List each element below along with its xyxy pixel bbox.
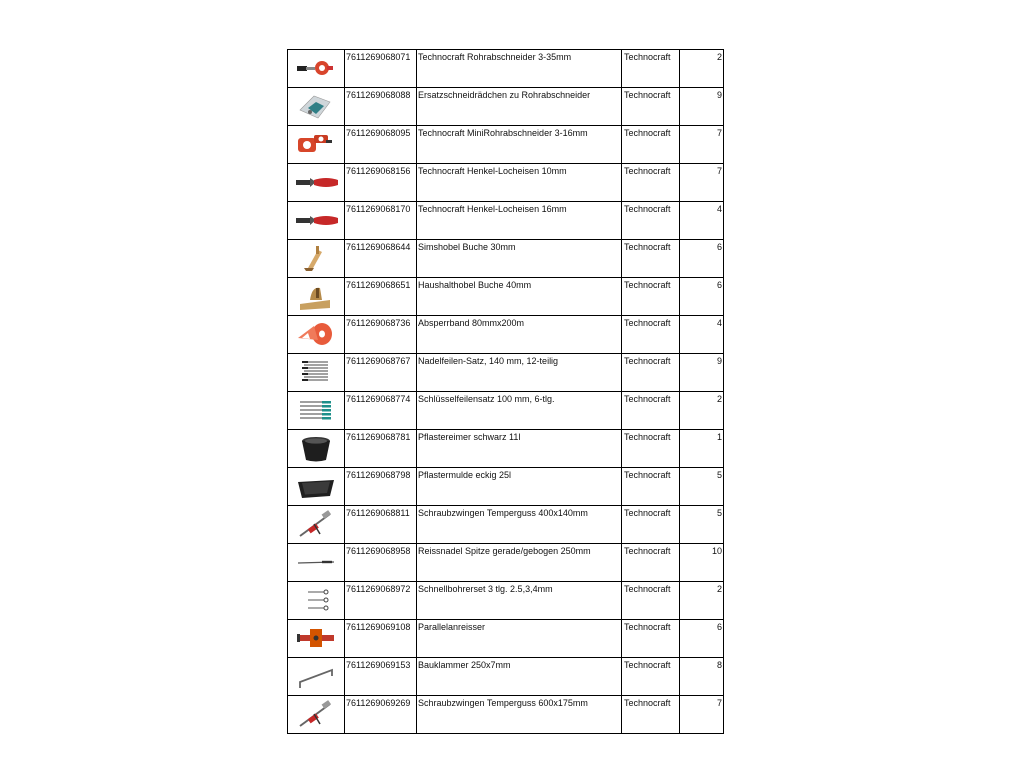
description-cell: Absperrband 80mmx200m xyxy=(417,316,622,354)
description-cell: Pflastermulde eckig 25l xyxy=(417,468,622,506)
brand-cell: Technocraft xyxy=(622,278,680,316)
table-row xyxy=(288,506,724,544)
ean-cell: 7611269068071 xyxy=(345,50,417,88)
table-row xyxy=(288,164,724,202)
product-image-cell xyxy=(288,164,345,202)
brand-cell: Technocraft xyxy=(622,240,680,278)
table-row xyxy=(288,658,724,696)
description-cell: Nadelfeilen-Satz, 140 mm, 12-teilig xyxy=(417,354,622,392)
table-row xyxy=(288,392,724,430)
quantity-cell: 1 xyxy=(680,430,724,468)
quantity-cell: 7 xyxy=(680,696,724,734)
quantity-cell: 2 xyxy=(680,50,724,88)
quantity-cell: 6 xyxy=(680,620,724,658)
quantity-cell: 4 xyxy=(680,202,724,240)
brand-cell: Technocraft xyxy=(622,316,680,354)
ean-cell: 7611269068095 xyxy=(345,126,417,164)
product-image-cell xyxy=(288,88,345,126)
brand-cell: Technocraft xyxy=(622,506,680,544)
description-cell: Technocraft Rohrabschneider 3-35mm xyxy=(417,50,622,88)
table-row xyxy=(288,620,724,658)
description-cell: Reissnadel Spitze gerade/gebogen 250mm xyxy=(417,544,622,582)
ean-cell: 7611269068774 xyxy=(345,392,417,430)
quantity-cell: 9 xyxy=(680,354,724,392)
brand-cell: Technocraft xyxy=(622,50,680,88)
quantity-cell: 7 xyxy=(680,164,724,202)
quantity-cell: 7 xyxy=(680,126,724,164)
brand-cell: Technocraft xyxy=(622,658,680,696)
ean-cell: 7611269068736 xyxy=(345,316,417,354)
quantity-cell: 2 xyxy=(680,582,724,620)
quantity-cell: 8 xyxy=(680,658,724,696)
product-image-cell xyxy=(288,696,345,734)
description-cell: Technocraft Henkel-Locheisen 16mm xyxy=(417,202,622,240)
brand-cell: Technocraft xyxy=(622,88,680,126)
product-image-cell xyxy=(288,658,345,696)
description-cell: Bauklammer 250x7mm xyxy=(417,658,622,696)
ean-cell: 7611269068170 xyxy=(345,202,417,240)
product-image-cell xyxy=(288,468,345,506)
description-cell: Schraubzwingen Temperguss 600x175mm xyxy=(417,696,622,734)
ean-cell: 7611269069108 xyxy=(345,620,417,658)
ean-cell: 7611269068972 xyxy=(345,582,417,620)
quantity-cell: 10 xyxy=(680,544,724,582)
brand-cell: Technocraft xyxy=(622,696,680,734)
description-cell: Pflastereimer schwarz 11l xyxy=(417,430,622,468)
brand-cell: Technocraft xyxy=(622,430,680,468)
inventory-table-body xyxy=(288,50,724,734)
table-row xyxy=(288,316,724,354)
product-image-cell xyxy=(288,50,345,88)
product-image-cell xyxy=(288,582,345,620)
table-row xyxy=(288,240,724,278)
description-cell: Parallelanreisser xyxy=(417,620,622,658)
brand-cell: Technocraft xyxy=(622,164,680,202)
ean-cell: 7611269069269 xyxy=(345,696,417,734)
ean-cell: 7611269068644 xyxy=(345,240,417,278)
table-row xyxy=(288,88,724,126)
ean-cell: 7611269068781 xyxy=(345,430,417,468)
product-image-cell xyxy=(288,316,345,354)
product-image-cell xyxy=(288,392,345,430)
description-cell: Schraubzwingen Temperguss 400x140mm xyxy=(417,506,622,544)
quantity-cell: 6 xyxy=(680,278,724,316)
table-row xyxy=(288,468,724,506)
ean-cell: 7611269068958 xyxy=(345,544,417,582)
description-cell: Technocraft Henkel-Locheisen 10mm xyxy=(417,164,622,202)
brand-cell: Technocraft xyxy=(622,582,680,620)
product-image-cell xyxy=(288,126,345,164)
product-image-cell xyxy=(288,544,345,582)
brand-cell: Technocraft xyxy=(622,202,680,240)
brand-cell: Technocraft xyxy=(622,468,680,506)
description-cell: Simshobel Buche 30mm xyxy=(417,240,622,278)
ean-cell: 7611269068651 xyxy=(345,278,417,316)
brand-cell: Technocraft xyxy=(622,544,680,582)
description-cell: Technocraft MiniRohrabschneider 3-16mm xyxy=(417,126,622,164)
ean-cell: 7611269068767 xyxy=(345,354,417,392)
table-row xyxy=(288,544,724,582)
ean-cell: 7611269068811 xyxy=(345,506,417,544)
product-image-cell xyxy=(288,240,345,278)
ean-cell: 7611269068156 xyxy=(345,164,417,202)
ean-cell: 7611269068088 xyxy=(345,88,417,126)
table-row xyxy=(288,696,724,734)
quantity-cell: 6 xyxy=(680,240,724,278)
product-image-cell xyxy=(288,202,345,240)
ean-cell: 7611269068798 xyxy=(345,468,417,506)
quantity-cell: 9 xyxy=(680,88,724,126)
product-image-cell xyxy=(288,506,345,544)
quantity-cell: 2 xyxy=(680,392,724,430)
product-image-cell xyxy=(288,430,345,468)
description-cell: Ersatzschneidrädchen zu Rohrabschneider xyxy=(417,88,622,126)
product-image-cell xyxy=(288,620,345,658)
table-row xyxy=(288,430,724,468)
description-cell: Schnellbohrerset 3 tlg. 2.5,3,4mm xyxy=(417,582,622,620)
inventory-table xyxy=(287,49,724,734)
product-image-cell xyxy=(288,354,345,392)
table-row xyxy=(288,50,724,88)
quantity-cell: 5 xyxy=(680,506,724,544)
table-row xyxy=(288,126,724,164)
description-cell: Schlüsselfeilensatz 100 mm, 6-tlg. xyxy=(417,392,622,430)
quantity-cell: 5 xyxy=(680,468,724,506)
ean-cell: 7611269069153 xyxy=(345,658,417,696)
quantity-cell: 4 xyxy=(680,316,724,354)
table-row xyxy=(288,354,724,392)
product-image-cell xyxy=(288,278,345,316)
brand-cell: Technocraft xyxy=(622,392,680,430)
brand-cell: Technocraft xyxy=(622,354,680,392)
brand-cell: Technocraft xyxy=(622,126,680,164)
table-row xyxy=(288,202,724,240)
description-cell: Haushalthobel Buche 40mm xyxy=(417,278,622,316)
table-row xyxy=(288,582,724,620)
table-row xyxy=(288,278,724,316)
brand-cell: Technocraft xyxy=(622,620,680,658)
